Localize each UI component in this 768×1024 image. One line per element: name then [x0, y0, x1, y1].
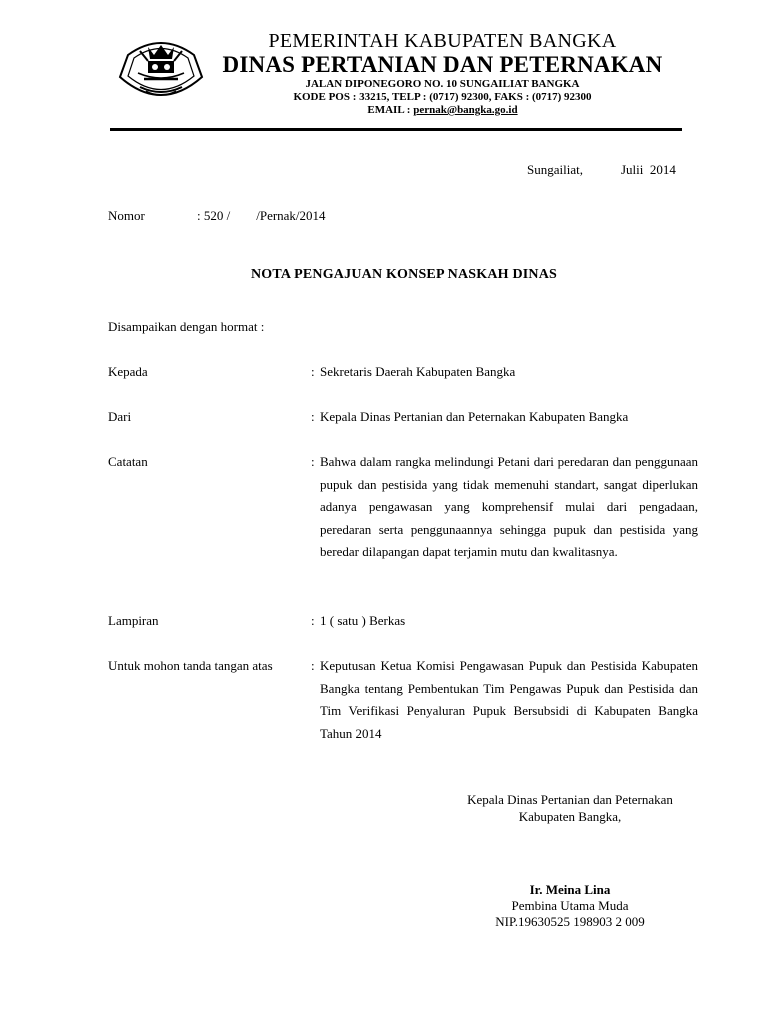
letterhead-address: JALAN DIPONEGORO NO. 10 SUNGAILIAT BANGKA — [305, 78, 580, 90]
nomor-label: Nomor — [108, 208, 145, 223]
nomor-value: : 520 / /Pernak/2014 — [197, 208, 326, 223]
email-link[interactable]: pernak@bangka.go.id — [413, 104, 518, 116]
dari-colon: : — [311, 409, 315, 424]
dari-label: Dari — [108, 409, 132, 424]
lampiran-value: 1 ( satu ) Berkas — [320, 613, 406, 628]
lampiran-colon: : — [311, 613, 315, 628]
signatory-rank: Pembina Utama Muda — [511, 898, 629, 913]
lampiran-label: Lampiran — [108, 613, 159, 628]
letterhead-contact: KODE POS : 33215, TELP : (0717) 92300, FAKS : (0717) 92300 — [293, 91, 592, 103]
letterhead-email-line — [210, 104, 675, 116]
catatan-label: Catatan — [108, 454, 148, 469]
dari-value: Kepala Dinas Pertanian dan Peternakan Kabupaten Bangka — [320, 409, 629, 424]
tanda-tangan-value: Keputusan Ketua Komisi Pengawasan Pupuk dan Pestisida Kabupaten Bangka tentang Pembentukan Tim Pengawas Pupuk dan Pestisida dan Tim Verifikasi Penyaluran Pupuk Bersubsidi di Kabupaten Bangka Tahun 2014 — [320, 658, 698, 741]
signatory-nip: NIP.19630525 198903 2 009 — [495, 914, 645, 929]
date-month-year: Julii 2014 — [621, 162, 676, 177]
tanda-tangan-colon: : — [311, 658, 315, 673]
signatory-name: Ir. Meina Lina — [529, 882, 611, 897]
kepada-value: Sekretaris Daerah Kabupaten Bangka — [320, 364, 516, 379]
document-title: NOTA PENGAJUAN KONSEP NASKAH DINAS — [250, 267, 558, 282]
tanda-tangan-label: Untuk mohon tanda tangan atas — [108, 658, 273, 673]
kepada-label: Kepada — [108, 364, 148, 379]
kepada-colon: : — [311, 364, 315, 379]
email-label: EMAIL : — [367, 104, 414, 116]
regency-coat-of-arms-icon — [118, 33, 204, 105]
catatan-colon: : — [311, 454, 315, 469]
signature-title-line1: Kepala Dinas Pertanian dan Peternakan — [467, 792, 673, 807]
salutation: Disampaikan dengan hormat : — [108, 319, 265, 334]
date-place: Sungailiat, — [527, 162, 583, 177]
signature-title-line2: Kabupaten Bangka, — [518, 809, 622, 824]
letterhead-department: DINAS PERTANIAN DAN PETERNAKAN — [222, 52, 663, 77]
letterhead-divider — [110, 128, 682, 131]
catatan-value: Bahwa dalam rangka melindungi Petani dari peredaran dan penggunaan pupuk dan pestisida yang tidak memenuhi standart, sangat diperlukan adanya pengawasan yang komprehensif mulai dari pengadaan, peredaran serta penggunaannya sehingga pupuk dan pestisida yang beredar dilapangan dapat terjamin mutu dan kwalitasnya. — [320, 454, 698, 559]
letterhead-government: PEMERINTAH KABUPATEN BANGKA — [268, 30, 617, 52]
